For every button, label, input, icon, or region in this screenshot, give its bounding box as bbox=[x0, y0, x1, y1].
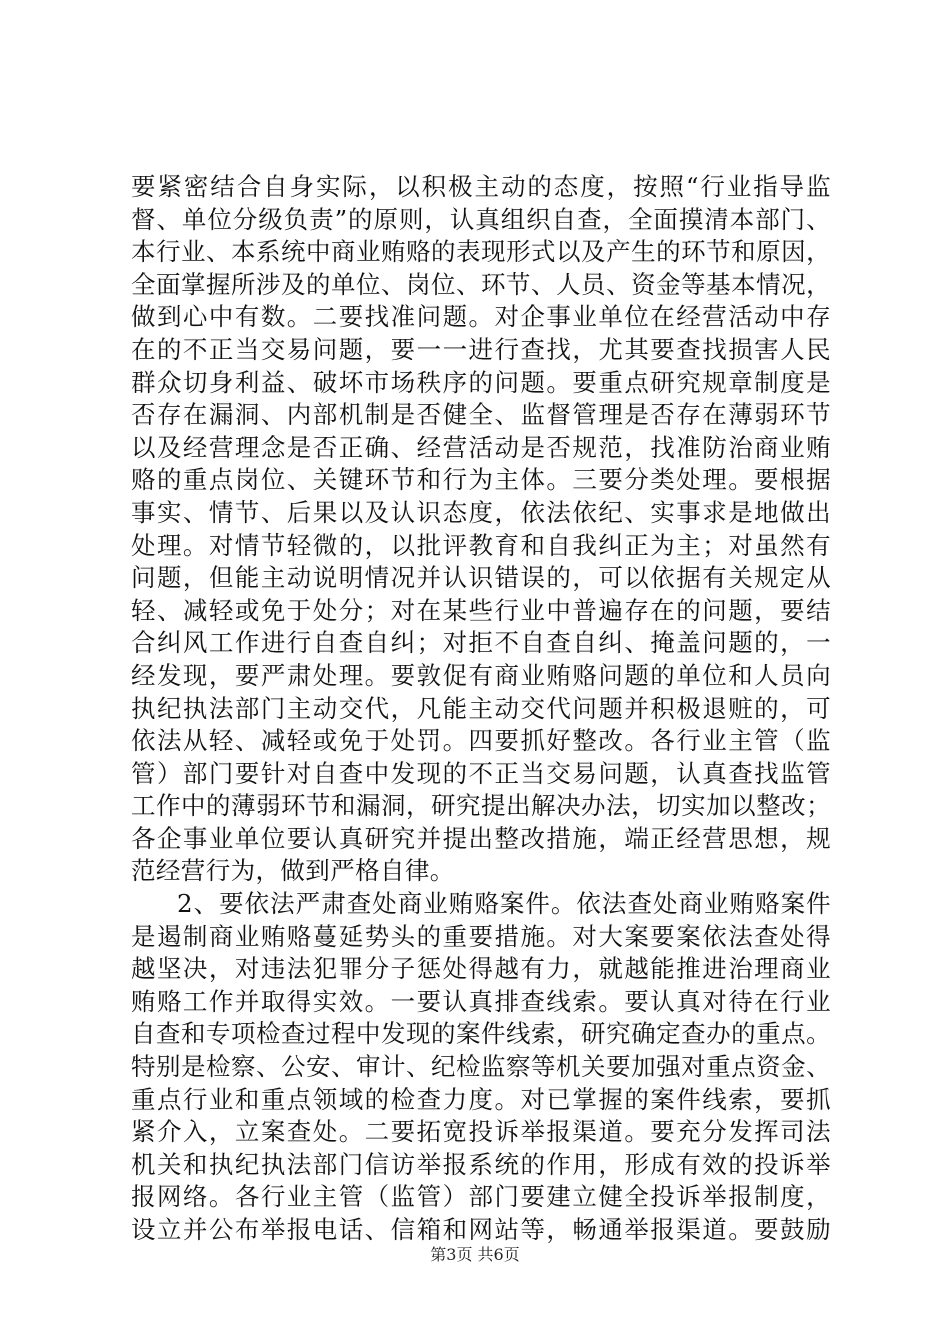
text-line: 各企事业单位要认真研究并提出整改措施，端正经营思想，规 bbox=[131, 823, 831, 853]
text-line: 全面掌握所涉及的单位、岗位、环节、人员、资金等基本情况， bbox=[131, 269, 831, 299]
text-line: 合纠风工作进行自查自纠；对拒不自查自纠、掩盖问题的，一 bbox=[131, 628, 831, 658]
text-line: 工作中的薄弱环节和漏洞，研究提出解决办法，切实加以整改； bbox=[131, 791, 831, 821]
text-line: 管）部门要针对自查中发现的不正当交易问题，认真查找监管 bbox=[131, 758, 831, 788]
text-line: 特别是检察、公安、审计、纪检监察等机关要加强对重点资金、 bbox=[131, 1052, 831, 1082]
text-line: 以及经营理念是否正确、经营活动是否规范，找准防治商业贿 bbox=[131, 432, 831, 462]
text-line: 在的不正当交易问题，要一一进行查找，尤其要查找损害人民 bbox=[131, 334, 831, 364]
page-number: 第3页 共6页 bbox=[430, 1245, 520, 1264]
text-line: 机关和执纪执法部门信访举报系统的作用，形成有效的投诉举 bbox=[131, 1149, 831, 1179]
text-line: 处理。对情节轻微的，以批评教育和自我纠正为主；对虽然有 bbox=[131, 530, 831, 560]
text-line: 赂的重点岗位、关键环节和行为主体。三要分类处理。要根据 bbox=[131, 465, 831, 495]
text-line: 是遏制商业贿赂蔓延势头的重要措施。对大案要案依法查处得 bbox=[131, 921, 831, 951]
page-footer bbox=[0, 1245, 950, 1265]
text-line: 群众切身利益、破坏市场秩序的问题。要重点研究规章制度是 bbox=[131, 367, 831, 397]
text-line: 自查和专项检查过程中发现的案件线索，研究确定查办的重点。 bbox=[131, 1019, 831, 1049]
text-line: 事实、情节、后果以及认识态度，依法依纪、实事求是地做出 bbox=[131, 497, 831, 527]
text-line: 轻、减轻或免于处分；对在某些行业中普遍存在的问题，要结 bbox=[131, 595, 831, 625]
text-line-paragraph-end: 范经营行为，做到严格自律。 bbox=[131, 856, 455, 886]
text-line: 督、单位分级负责”的原则，认真组织自查，全面摸清本部门、 bbox=[131, 204, 831, 234]
text-line: 做到心中有数。二要找准问题。对企事业单位在经营活动中存 bbox=[131, 302, 831, 332]
text-line: 本行业、本系统中商业贿赂的表现形式以及产生的环节和原因， bbox=[131, 237, 831, 267]
document-body bbox=[131, 171, 831, 1247]
text-line: 执纪执法部门主动交代，凡能主动交代问题并积极退赃的，可 bbox=[131, 693, 831, 723]
text-line: 贿赂工作并取得实效。一要认真排查线索。要认真对待在行业 bbox=[131, 986, 831, 1016]
text-line: 问题，但能主动说明情况并认识错误的，可以依据有关规定从 bbox=[131, 563, 831, 593]
text-line: 重点行业和重点领域的检查力度。对已掌握的案件线索，要抓 bbox=[131, 1084, 831, 1114]
text-line: 越坚决，对违法犯罪分子惩处得越有力，就越能推进治理商业 bbox=[131, 954, 831, 984]
text-line: 紧介入，立案查处。二要拓宽投诉举报渠道。要充分发挥司法 bbox=[131, 1117, 831, 1147]
text-line: 设立并公布举报电话、信箱和网站等，畅通举报渠道。要鼓励 bbox=[131, 1215, 831, 1244]
text-line: 报网络。各行业主管（监管）部门要建立健全投诉举报制度， bbox=[131, 1182, 831, 1212]
text-line: 经发现，要严肃处理。要敦促有商业贿赂问题的单位和人员向 bbox=[131, 660, 831, 690]
text-line: 否存在漏洞、内部机制是否健全、监督管理是否存在薄弱环节 bbox=[131, 400, 831, 430]
text-line: 依法从轻、减轻或免于处罚。四要抓好整改。各行业主管（监 bbox=[131, 726, 831, 756]
text-line-paragraph-start: 2、要依法严肃查处商业贿赂案件。依法查处商业贿赂案件 bbox=[177, 889, 831, 919]
text-line: 要紧密结合自身实际，以积极主动的态度，按照“行业指导监 bbox=[131, 172, 831, 201]
